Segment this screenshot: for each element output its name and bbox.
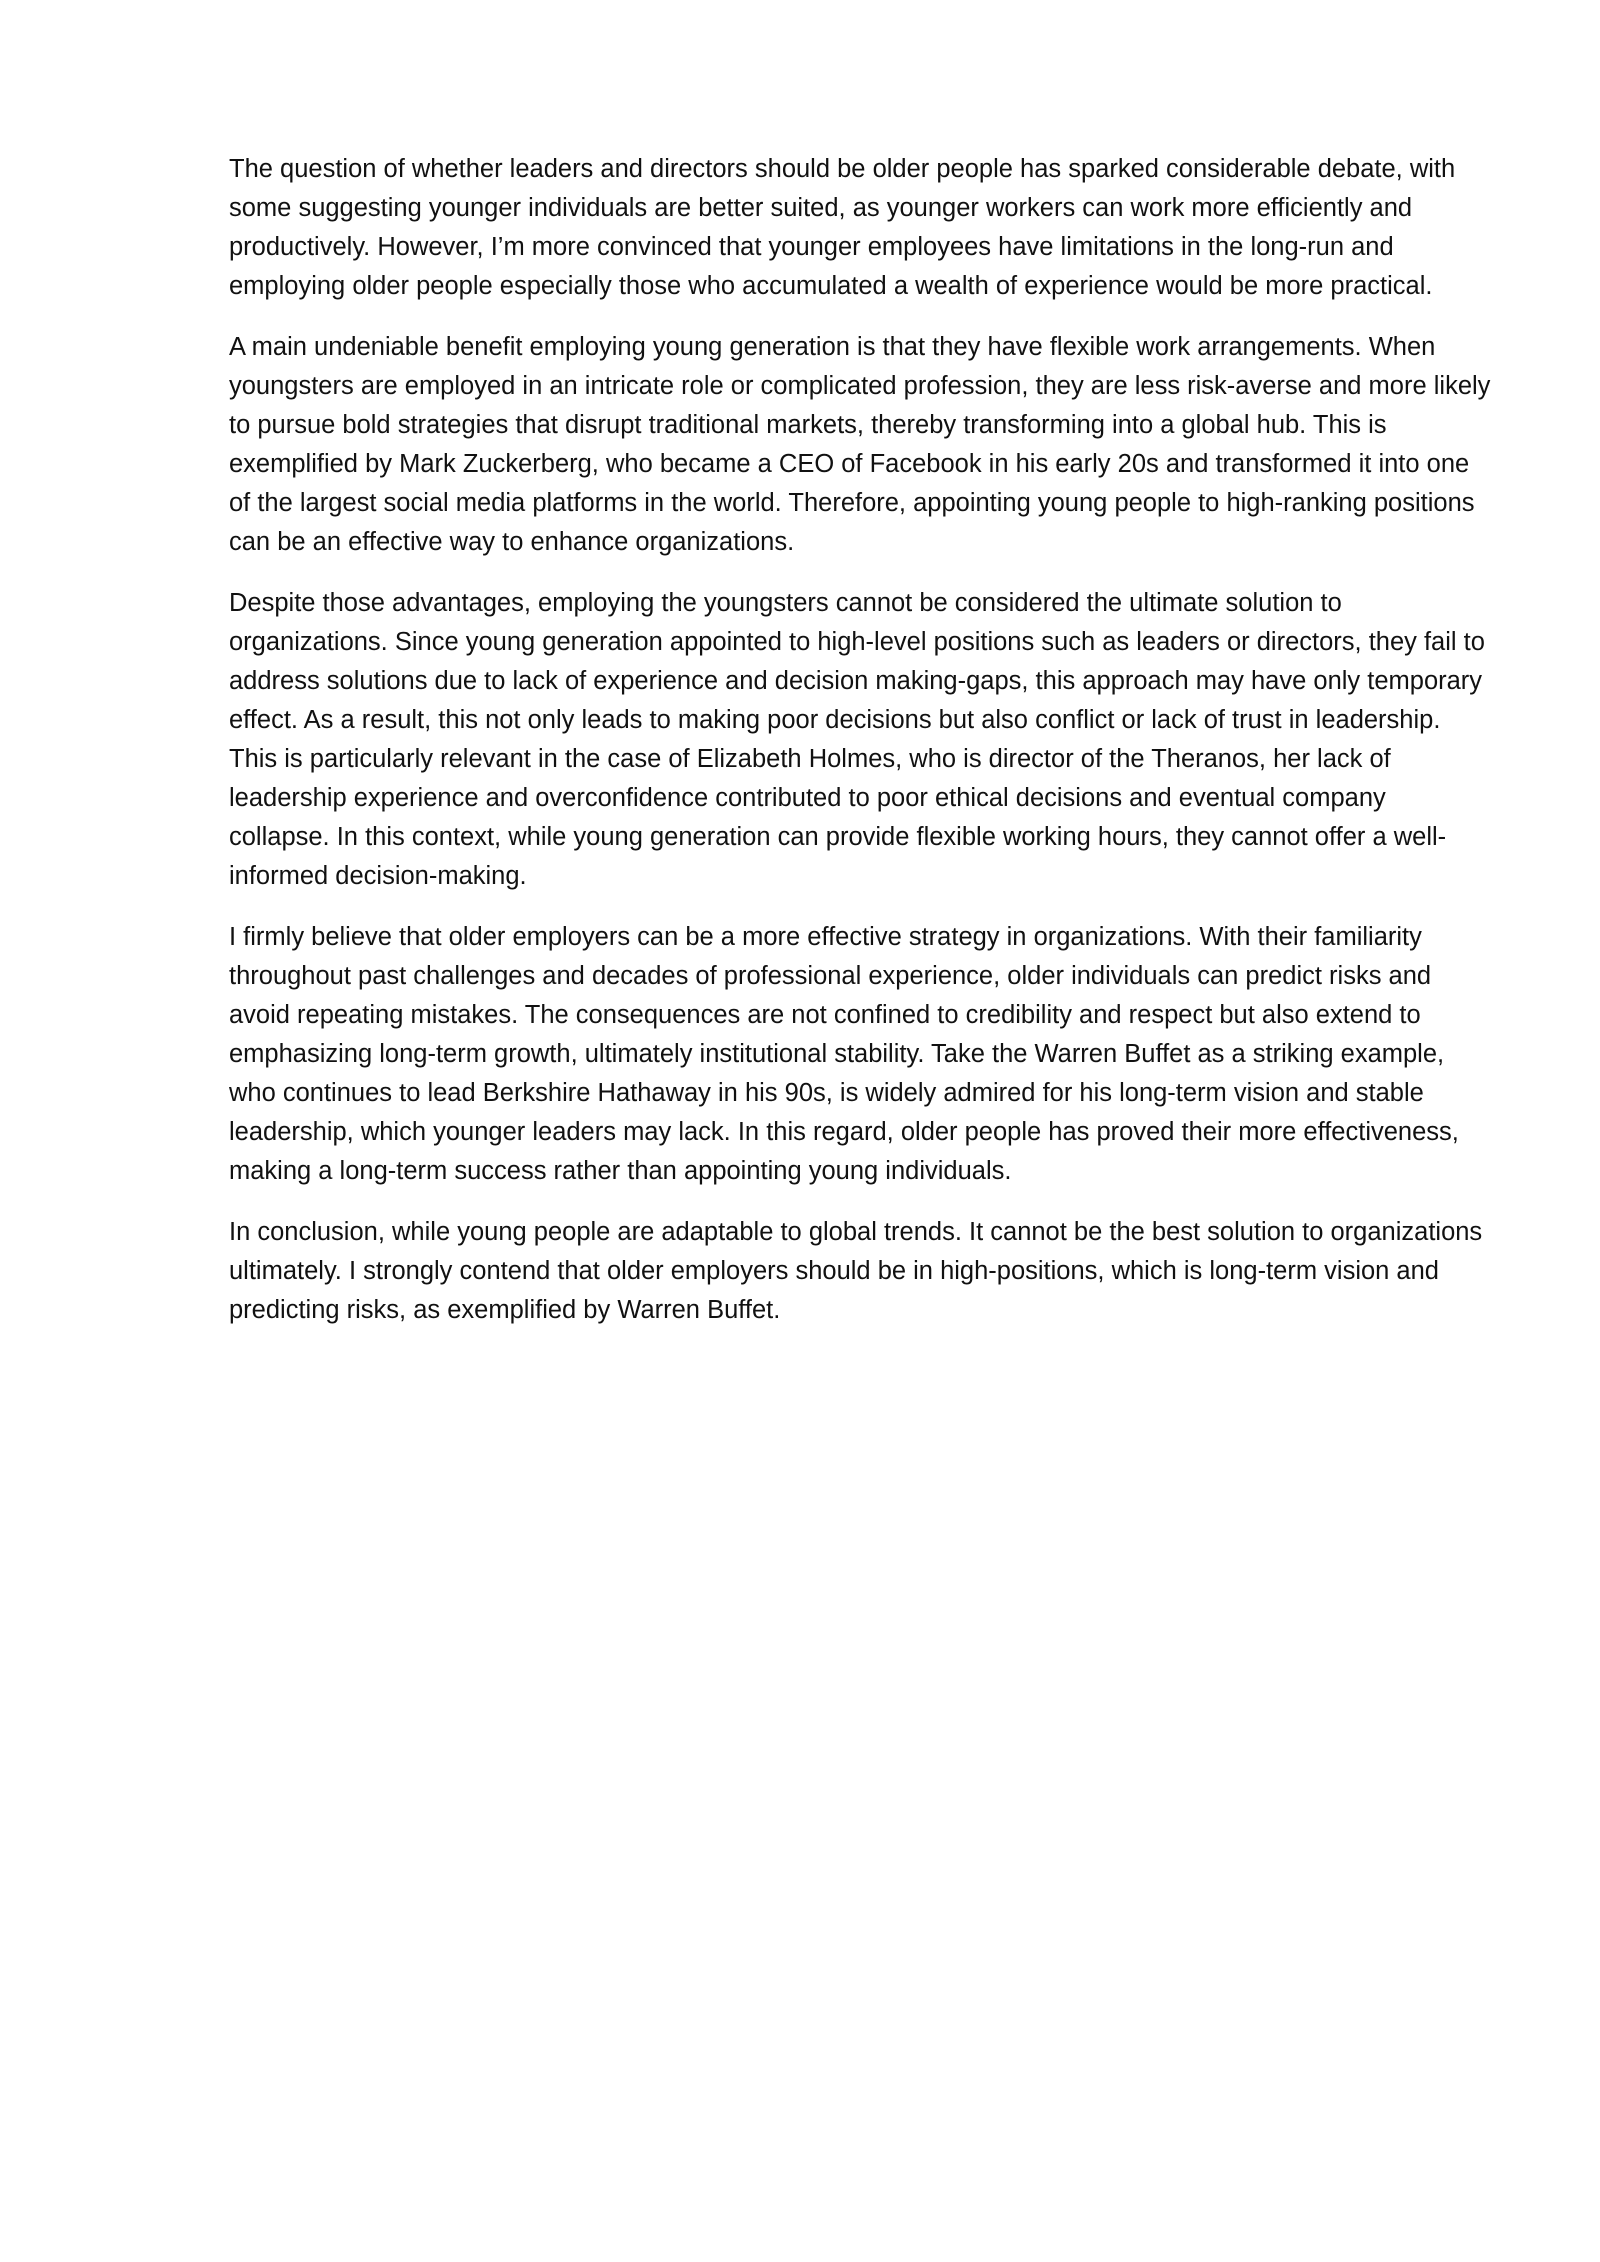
paragraph-body-3: I firmly believe that older employers can be a more effective strategy in organizations. With their familiarity throughout past challenges and decades of professional experience, older individuals can predict risks and avoid repeating mistakes. The consequences are not confined to credibility and respect but also extend to emphasizing long-term growth, ultimately institutional stability. Take the Warren Buffet as a striking example, who continues to lead Berkshire Hathaway in his 90s, is widely admired for his long-term vision and stable leadership, which younger leaders may lack. In this regard, older people has proved their more effectiveness, making a long-term success rather than appointing young individuals. xyxy=(229,923,1459,1185)
document-body xyxy=(229,150,1491,1352)
paragraph-conclusion: In conclusion, while young people are adaptable to global trends. It cannot be the best solution to organizations ultimately. I strongly contend that older employers should be in high-positions, which is long-term vision and predicting risks, as exemplified by Warren Buffet. xyxy=(229,1218,1483,1324)
paragraph-body-2: Despite those advantages, employing the youngsters cannot be considered the ultimate solution to organizations. Since young generation appointed to high-level positions such as leaders or directors, they fail to address solutions due to lack of experience and decision making-gaps, this approach may have only temporary effect. As a result, this not only leads to making poor decisions but also conflict or lack of trust in leadership. This is particularly relevant in the case of Elizabeth Holmes, who is director of the Theranos, her lack of leadership experience and overconfidence contributed to poor ethical decisions and eventual company collapse. In this context, while young generation can provide flexible working hours, they cannot offer a well-informed decision-making. xyxy=(229,589,1485,890)
paragraph-introduction: The question of whether leaders and directors should be older people has sparked considerable debate, with some suggesting younger individuals are better suited, as younger workers can work more efficiently and productively. However, I’m more convinced that younger employees have limitations in the long-run and employing older people especially those who accumulated a wealth of experience would be more practical. xyxy=(229,155,1456,300)
paragraph-body-1: A main undeniable benefit employing young generation is that they have flexible work arrangements. When youngsters are employed in an intricate role or complicated profession, they are less risk-averse and more likely to pursue bold strategies that disrupt traditional markets, thereby transforming into a global hub. This is exemplified by Mark Zuckerberg, who became a CEO of Facebook in his early 20s and transformed it into one of the largest social media platforms in the world. Therefore, appointing young people to high-ranking positions can be an effective way to enhance organizations. xyxy=(229,333,1491,556)
